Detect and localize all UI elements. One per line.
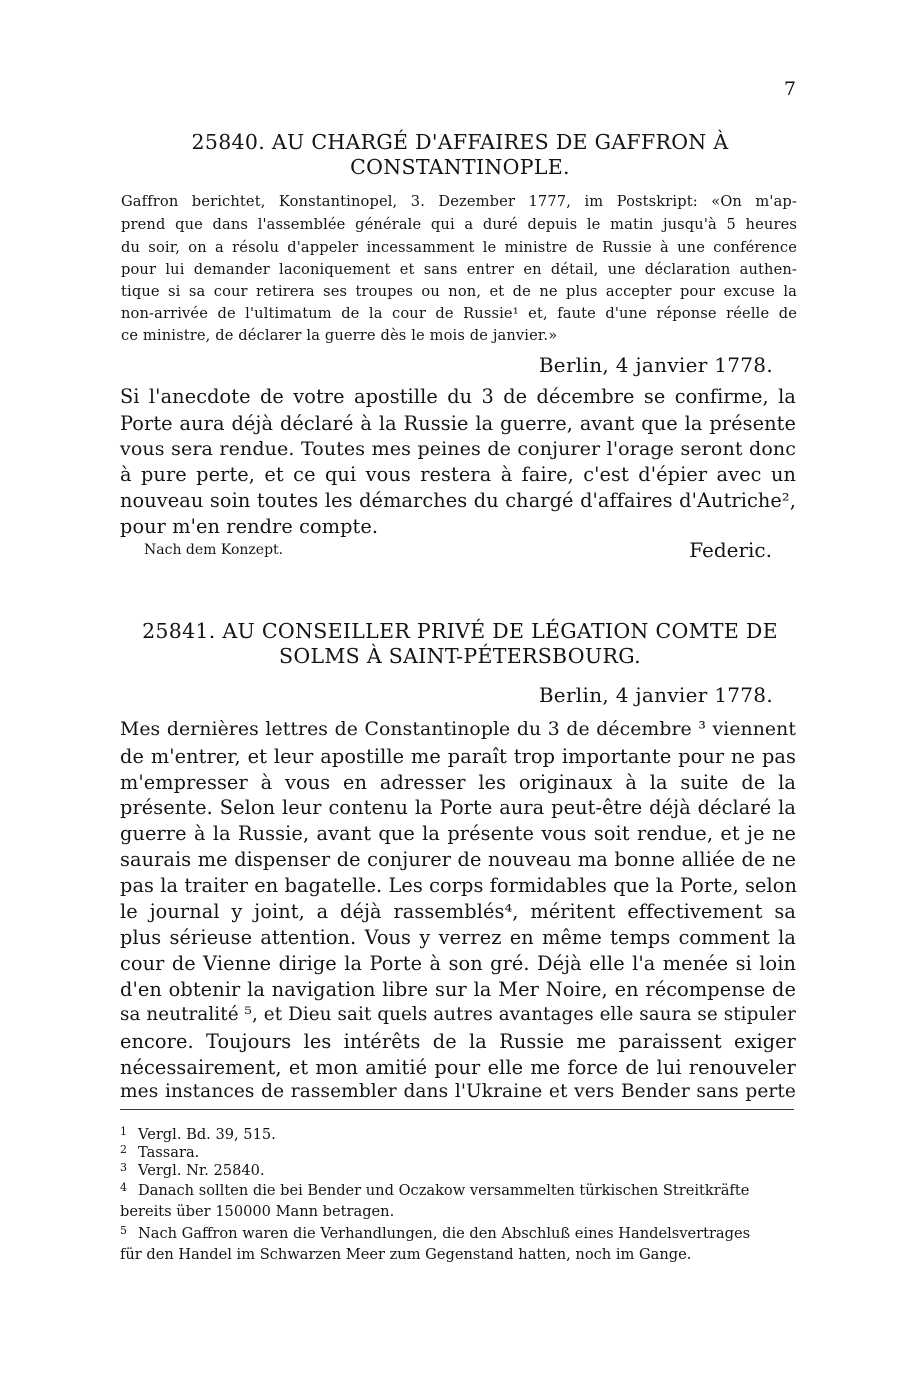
footnote-text: Tassara.: [138, 1144, 200, 1161]
footnote-text: Vergl. Nr. 25840.: [138, 1162, 265, 1179]
footnote-5-continued: [120, 1246, 796, 1263]
footnote-mark: 1: [120, 1125, 127, 1138]
note-line: tique si sa cour retirera ses troupes ou non, et de ne plus accepter pour excuse la: [121, 283, 797, 300]
heading-line: 25840. AU CHARGÉ D'AFFAIRES DE GAFFRON À: [191, 130, 729, 154]
dateline: Berlin, 4 janvier 1778.: [538, 353, 773, 377]
note-line: Gaffron berichtet, Konstantinopel, 3. Dezember 1777, im Postskript: «On m'ap-: [121, 193, 797, 210]
signature: Federic.: [689, 538, 772, 562]
body-line: nouveau soin toutes les démarches du chargé d'affaires d'Autriche²,: [120, 489, 796, 512]
footnote-mark: 3: [120, 1161, 127, 1174]
letter-heading-25841: [120, 619, 800, 669]
note-line: du soir, on a résolu d'appeler incessamment le ministre de Russie à une conférence: [121, 239, 797, 256]
heading-line: SOLMS À SAINT-PÉTERSBOURG.: [279, 644, 641, 668]
footnote-mark: 4: [120, 1181, 127, 1194]
footnote-text: bereits über 150000 Mann betragen.: [120, 1203, 395, 1220]
footnote-4-continued: [120, 1203, 796, 1220]
body-line: présente. Selon leur contenu la Porte aura peut-être déjà déclaré la: [120, 796, 796, 819]
body-line: vous sera rendue. Toutes mes peines de conjurer l'orage seront donc: [120, 438, 796, 460]
footnote-4: [120, 1181, 796, 1199]
body-line: Mes dernières lettres de Constantinople du 3 de décembre ³ viennent: [120, 719, 796, 740]
body-line: Porte aura déjà déclaré à la Russie la guerre, avant que la présente: [120, 412, 796, 435]
footnote-mark: 5: [120, 1224, 127, 1237]
letter-heading-25840: [120, 130, 800, 180]
footnote-2: [120, 1143, 796, 1161]
body-line: pas la traiter en bagatelle. Les corps formidables que la Porte, selon: [120, 874, 798, 897]
body-line: le journal y joint, a déjà rassemblés⁴, méritent effectivement sa: [120, 900, 796, 923]
footnote-mark: 2: [120, 1143, 127, 1156]
note-line: prend que dans l'assemblée générale qui a duré depuis le matin jusqu'à 5 heures: [121, 216, 797, 233]
body-line: nécessairement, et mon amitié pour elle me force de lui renouveler: [120, 1056, 796, 1079]
body-line: à pure perte, et ce qui vous restera à faire, c'est d'épier avec un: [120, 463, 796, 486]
source-note: Nach dem Konzept.: [144, 542, 284, 558]
body-line: guerre à la Russie, avant que la présente vous soit rendue, et je ne: [120, 822, 796, 845]
note-line: non-arrivée de l'ultimatum de la cour de Russie¹ et, faute d'une réponse réelle de: [121, 305, 797, 322]
body-line: sa neutralité ⁵, et Dieu sait quels autres avantages elle saura se stipuler: [120, 1004, 796, 1025]
body-line: m'empresser à vous en adresser les originaux à la suite de la: [120, 771, 796, 794]
body-line: cour de Vienne dirige la Porte à son gré. Déjà elle l'a menée si loin: [120, 952, 796, 975]
footnote-divider: [120, 1109, 794, 1110]
body-line: plus sérieuse attention. Vous y verrez en même temps comment la: [120, 926, 796, 949]
footnote-text: Nach Gaffron waren die Verhandlungen, die den Abschluß eines Handelsvertrages: [138, 1225, 751, 1242]
dateline: Berlin, 4 janvier 1778.: [538, 683, 773, 707]
footnote-text: Danach sollten die bei Bender und Oczakow versammelten türkischen Streitkräfte: [138, 1182, 750, 1199]
body-line: saurais me dispenser de conjurer de nouveau ma bonne alliée de ne: [120, 848, 796, 871]
body-line: encore. Toujours les intérêts de la Russie me paraissent exiger: [120, 1030, 796, 1053]
body-line: Si l'anecdote de votre apostille du 3 de décembre se confirme, la: [120, 385, 796, 408]
body-line: de m'entrer, et leur apostille me paraît trop importante pour ne pas: [120, 745, 796, 768]
heading-line: CONSTANTINOPLE.: [350, 155, 570, 179]
note-line: ce ministre, de déclarer la guerre dès le mois de janvier.»: [121, 327, 558, 344]
footnote-5: [120, 1224, 796, 1242]
body-line: pour m'en rendre compte.: [120, 515, 379, 538]
page-number: 7: [783, 78, 796, 100]
note-line: pour lui demander laconiquement et sans entrer en détail, une déclaration authen-: [121, 261, 797, 278]
heading-line: 25841. AU CONSEILLER PRIVÉ DE LÉGATION COMTE DE: [142, 619, 778, 643]
footnote-text: für den Handel im Schwarzen Meer zum Gegenstand hatten, noch im Gange.: [120, 1246, 692, 1263]
footnote-text: Vergl. Bd. 39, 515.: [138, 1126, 276, 1143]
footnote-3: [120, 1161, 796, 1179]
body-line: mes instances de rassembler dans l'Ukraine et vers Bender sans perte: [120, 1081, 796, 1102]
body-line: d'en obtenir la navigation libre sur la Mer Noire, en récompense de: [120, 978, 796, 1001]
footnote-1: [120, 1125, 796, 1143]
